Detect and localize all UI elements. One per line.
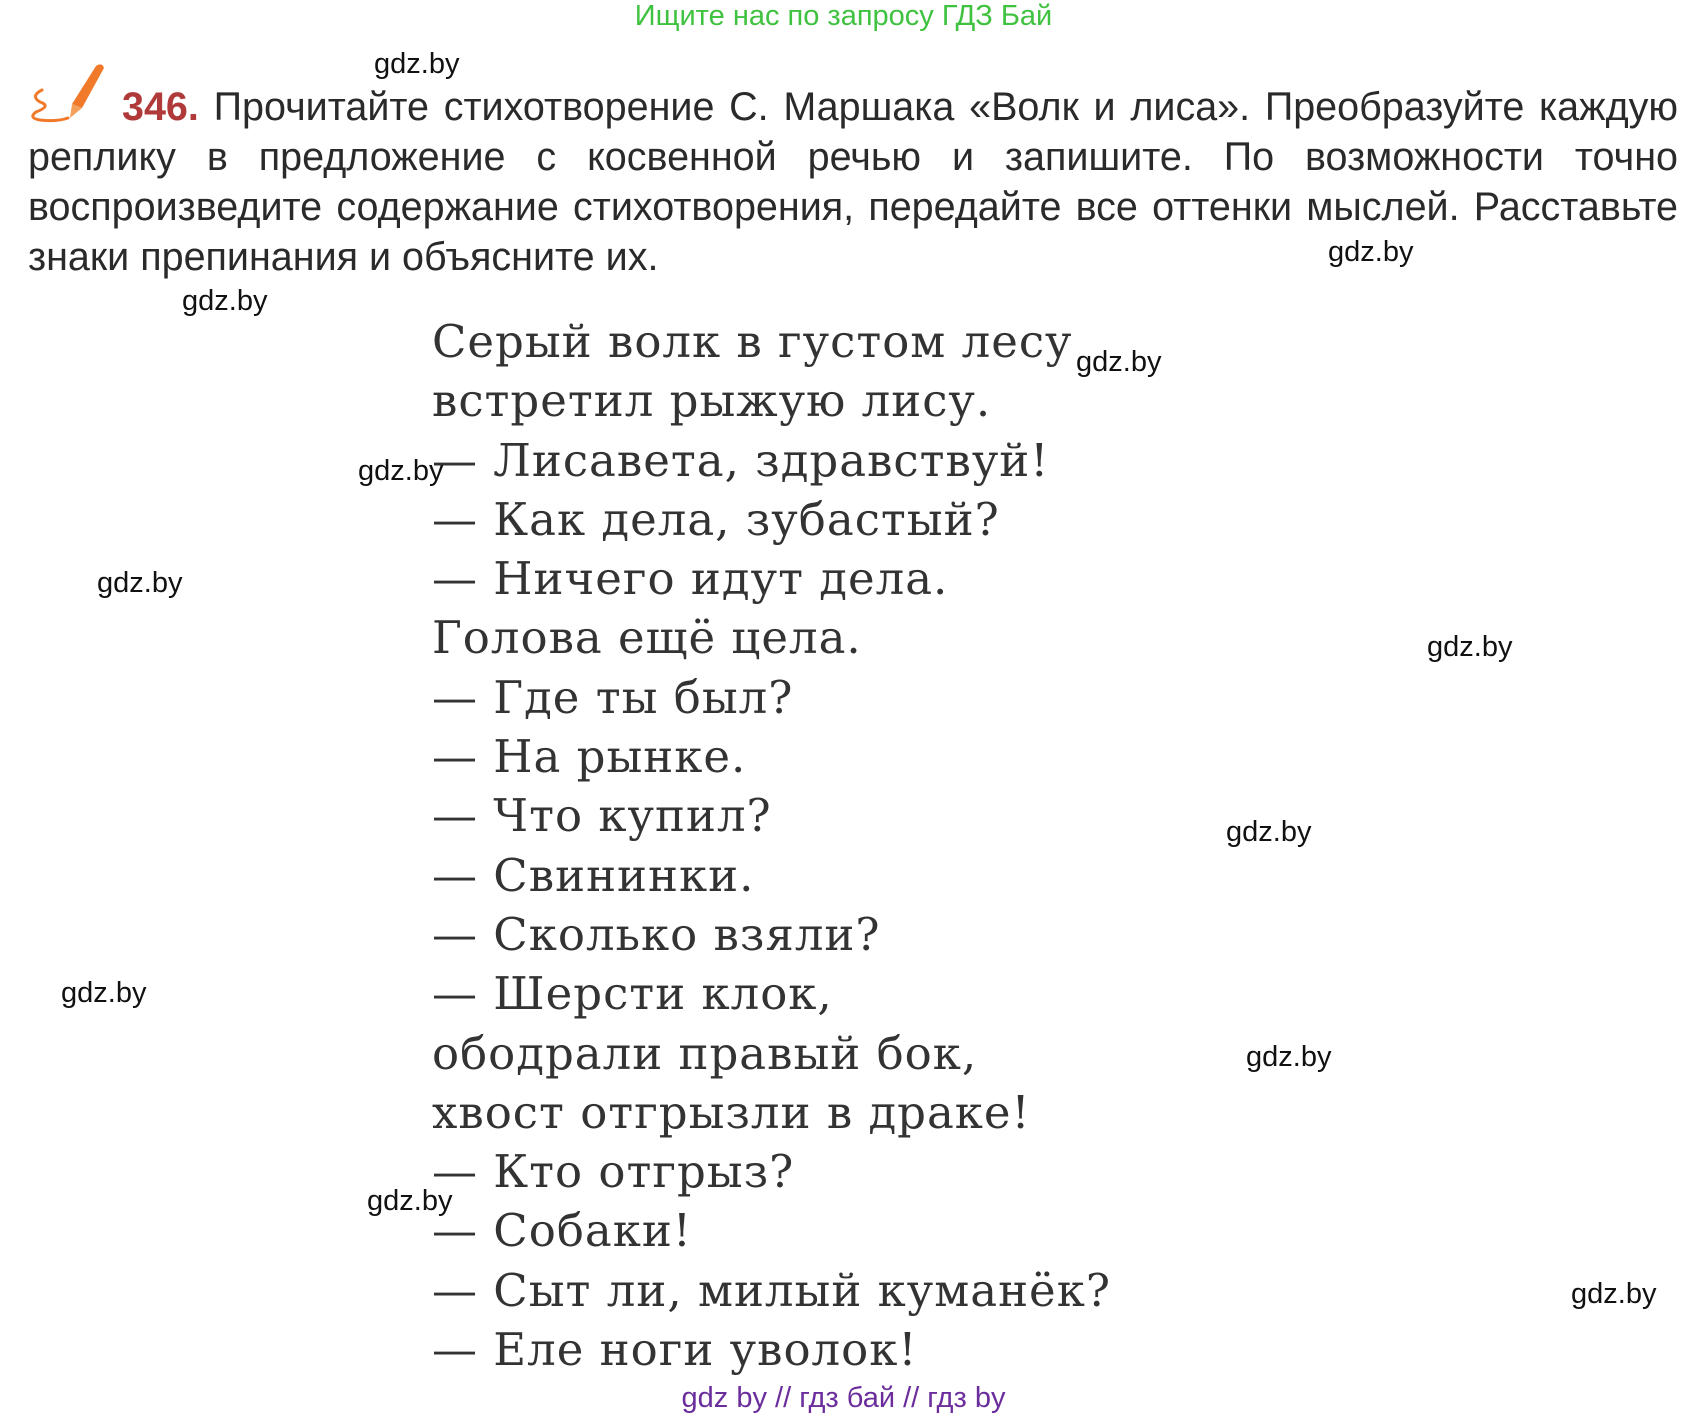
poem-line: — Лисавета, здравствуй! <box>432 433 1050 487</box>
poem-line: встретил рыжую лису. <box>432 374 992 428</box>
watermark: gdz.by <box>1427 631 1513 663</box>
top-banner: Ищите нас по запросу ГДЗ Бай <box>634 0 1053 32</box>
poem-line: — Шерсти клок, <box>432 967 833 1021</box>
poem-line: хвост отгрызли в драке! <box>432 1085 1031 1139</box>
poem-line: — Как дела, зубастый? <box>432 492 1000 546</box>
task-number: 346. <box>122 85 199 129</box>
poem-line: — Сыт ли, милый куманёк? <box>432 1263 1111 1317</box>
task-text: Прочитайте стихотворение С. Маршака «Волк и лиса». Преобразуйте каждую реплику в предложение с косвенной речью и запишите. По возможности точно воспроизведите содержание стихотворения, передайте все оттенки мыслей. Расставьте знаки препинания и объясните их. <box>28 85 1678 279</box>
watermark: gdz.by <box>1328 236 1414 268</box>
poem-line: — Ничего идут дела. <box>432 552 949 606</box>
poem-line: — Свининки. <box>432 848 755 902</box>
watermark: gdz.by <box>1226 816 1312 848</box>
watermark: gdz.by <box>1571 1278 1657 1310</box>
watermark: gdz.by <box>61 977 147 1009</box>
watermark: gdz.by <box>97 567 183 599</box>
poem-line: — Собаки! <box>432 1204 692 1258</box>
poem-line: ободрали правый бок, <box>432 1026 978 1080</box>
watermark: gdz.by <box>358 455 444 487</box>
watermark: gdz.by <box>1076 346 1162 378</box>
footer: gdz by // гдз бай // гдз by <box>681 1382 1006 1414</box>
poem-line: Серый волк в густом лесу <box>432 315 1073 368</box>
watermark: gdz.by <box>182 285 268 317</box>
poem <box>432 312 1111 1379</box>
poem-line: — Сколько взяли? <box>432 907 881 961</box>
poem-line: — Еле ноги уволок! <box>432 1323 918 1377</box>
poem-line: Голова ещё цела. <box>432 611 862 665</box>
task-statement <box>28 82 1678 282</box>
watermark: gdz.by <box>374 48 460 80</box>
poem-line: — Кто отгрыз? <box>432 1145 795 1199</box>
watermark: gdz.by <box>367 1185 453 1217</box>
poem-line: — Где ты был? <box>432 670 794 724</box>
poem-line: — На рынке. <box>432 730 747 784</box>
poem-line: — Что купил? <box>432 789 772 843</box>
watermark: gdz.by <box>1246 1041 1332 1073</box>
